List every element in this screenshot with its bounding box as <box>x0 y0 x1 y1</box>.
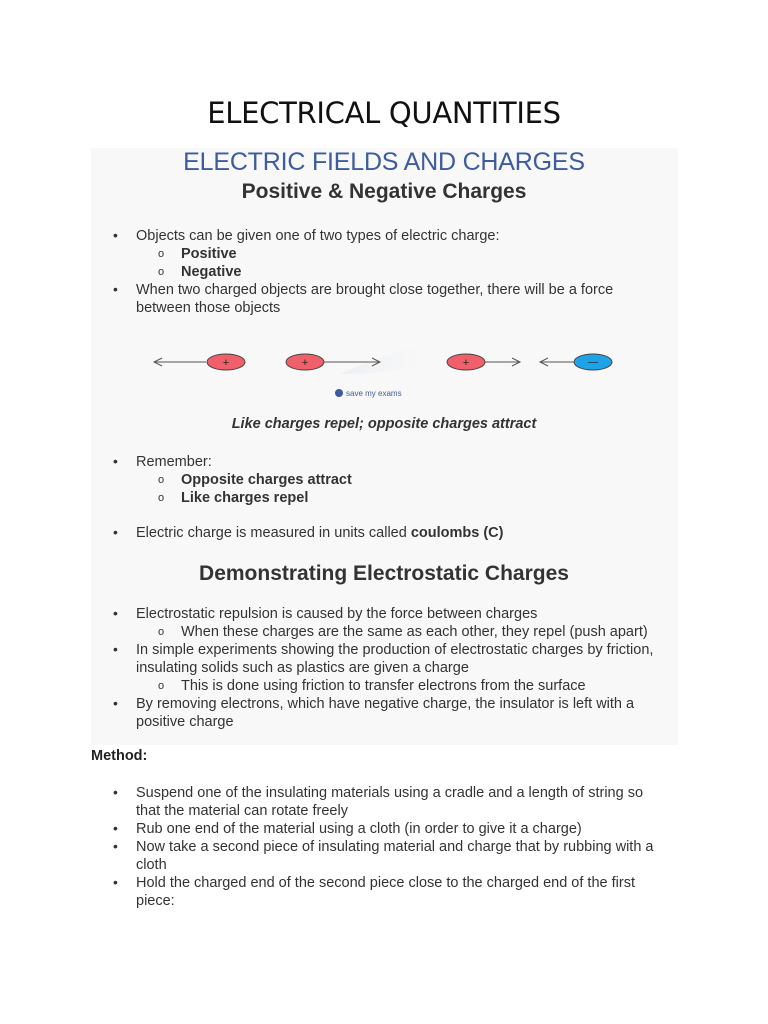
heading-demo: Demonstrating Electrostatic Charges <box>199 562 569 585</box>
coulomb-unit: coulombs (C) <box>410 525 504 541</box>
coulomb-text: Electric charge is measured in units called <box>136 525 411 541</box>
sub-bullet: o <box>158 680 165 692</box>
method-4-line1: Hold the charged end of the second piece close to the charged end of the first <box>136 875 635 891</box>
bullet: • <box>113 453 118 469</box>
demo-b2-line2: insulating solids such as plastics are given a charge <box>136 660 469 676</box>
charges-intro: Objects can be given one of two types of electric charge: <box>136 228 500 244</box>
bullet: • <box>113 227 118 243</box>
coulomb-line <box>136 524 503 542</box>
demo-b1-sub: When these charges are the same as each other, they repel (push apart) <box>181 624 648 640</box>
method-3-line2: cloth <box>136 857 167 873</box>
remember-opposite: Opposite charges attract <box>181 472 352 488</box>
remember-label: Remember: <box>136 454 212 470</box>
demo-b2-line1: In simple experiments showing the production of electrostatic charges by friction, <box>136 642 654 658</box>
heading-charges: Positive & Negative Charges <box>241 180 527 203</box>
plus-sign: + <box>222 357 230 369</box>
plus-sign: + <box>462 357 470 369</box>
sub-bullet: o <box>158 626 165 638</box>
method-1-line1: Suspend one of the insulating materials using a cradle and a length of string so <box>136 785 644 801</box>
watermark-logo-icon <box>335 389 343 397</box>
sub-bullet: o <box>158 474 165 486</box>
bullet: • <box>113 838 118 854</box>
method-1-line2: that the material can rotate freely <box>136 803 348 819</box>
plus-sign: + <box>301 357 309 369</box>
force-text-line1: When two charged objects are brought close together, there will be a force <box>136 282 614 298</box>
watermark-text: save my exams <box>346 389 402 398</box>
bullet: • <box>113 641 118 657</box>
charge-type-negative: Negative <box>181 264 242 280</box>
sub-bullet: o <box>158 492 165 504</box>
method-3-line1: Now take a second piece of insulating material and charge that by rubbing with a <box>136 839 654 855</box>
bullet: • <box>113 524 118 540</box>
demo-b3-line2: positive charge <box>136 714 234 730</box>
demo-b1: Electrostatic repulsion is caused by the force between charges <box>136 606 538 622</box>
sub-bullet: o <box>158 266 165 278</box>
sub-bullet: o <box>158 248 165 260</box>
bullet: • <box>113 820 118 836</box>
minus-sign: — <box>588 357 598 368</box>
bullet: • <box>113 281 118 297</box>
section-title: ELECTRIC FIELDS AND CHARGES <box>183 148 585 176</box>
method-4-line2: piece: <box>136 893 175 909</box>
demo-b3-line1: By removing electrons, which have negative charge, the insulator is left with a <box>136 696 635 712</box>
method-label: Method: <box>91 748 148 764</box>
page-title: ELECTRICAL QUANTITIES <box>207 96 561 130</box>
demo-b2-sub: This is done using friction to transfer electrons from the surface <box>181 678 586 694</box>
remember-like: Like charges repel <box>181 490 309 506</box>
charge-type-positive: Positive <box>181 246 237 262</box>
bullet: • <box>113 695 118 711</box>
bullet: • <box>113 605 118 621</box>
force-text-line2: between those objects <box>136 300 281 316</box>
charges-diagram <box>140 334 630 400</box>
method-2: Rub one end of the material using a cloth (in order to give it a charge) <box>136 821 582 837</box>
diagram-caption: Like charges repel; opposite charges attract <box>231 416 537 432</box>
bullet: • <box>113 874 118 890</box>
bullet: • <box>113 784 118 800</box>
watermark-shape <box>340 340 440 374</box>
